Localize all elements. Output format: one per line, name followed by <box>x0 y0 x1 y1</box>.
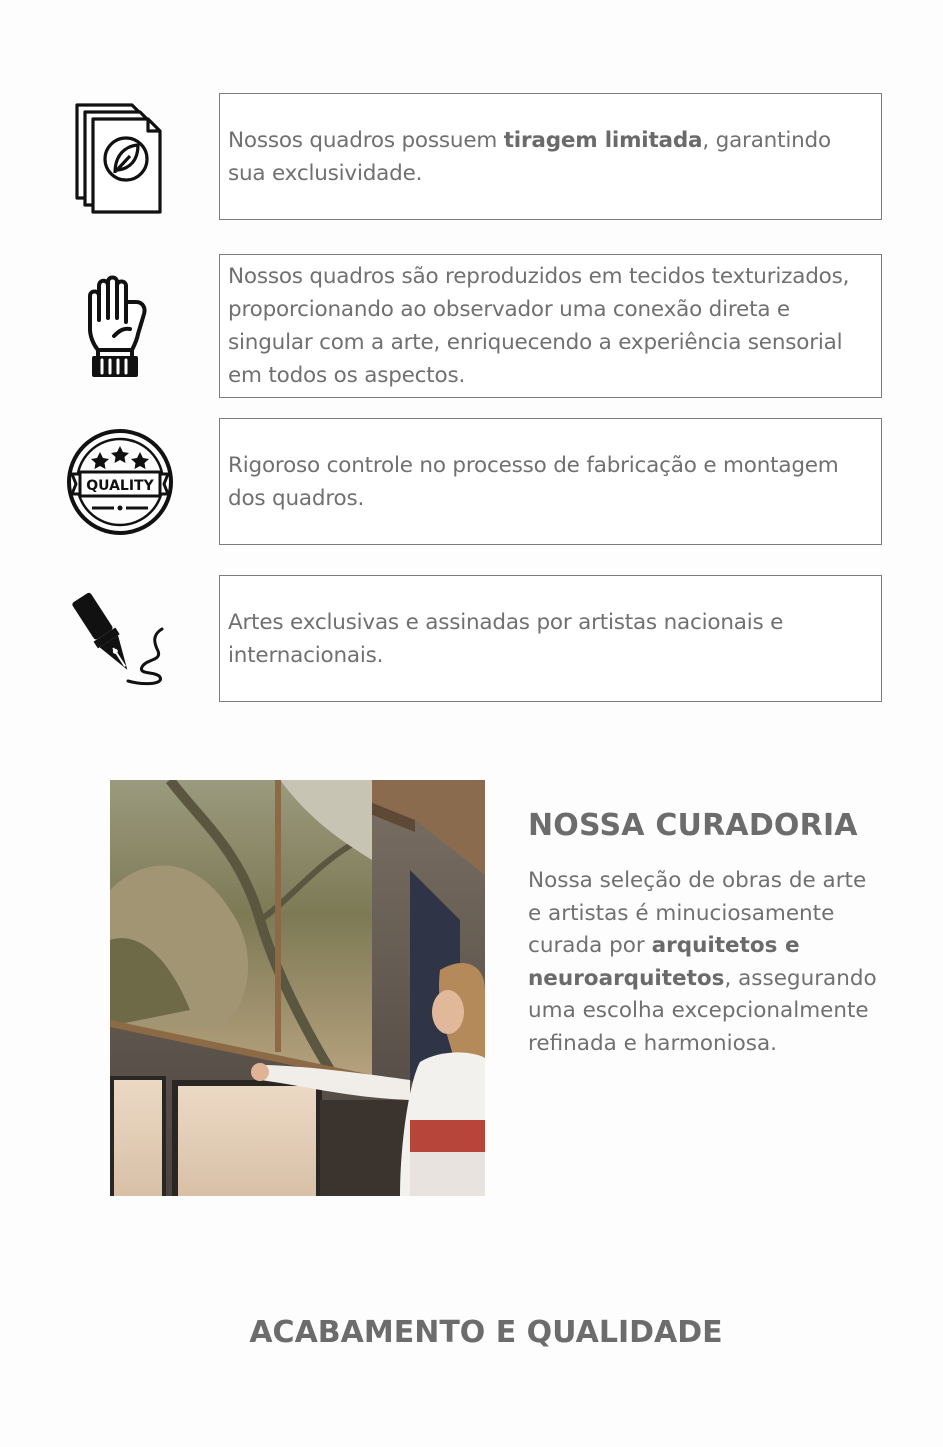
feature-text-quality-control: Rigoroso controle no processo de fabricação e montagem dos quadros. <box>228 452 839 511</box>
feature-text-limited-edition: Nossos quadros possuem tiragem limitada, garantindo sua exclusividade. <box>228 127 831 186</box>
feature-box-textured-fabric <box>219 254 882 398</box>
feature-box-quality-control <box>219 418 882 545</box>
quality-seal-icon <box>60 428 180 536</box>
feature-text-signed-art: Artes exclusivas e assinadas por artistas nacionais e internacionais. <box>228 609 784 668</box>
feature-text-textured-fabric: Nossos quadros são reproduzidos em tecidos texturizados, proporcionando ao observador uma conexão direta e singular com a arte, enriquecendo a experiência sensorial em todos os aspectos. <box>228 264 850 388</box>
woman-hanging-landscape-canvas-photo <box>110 780 485 1196</box>
quality-seal-label: QUALITY <box>86 478 154 494</box>
leaf-document-stack-icon <box>60 100 180 215</box>
fountain-pen-signature-icon <box>60 588 180 688</box>
textured-glove-hand-icon <box>60 272 180 382</box>
feature-box-limited-edition <box>219 93 882 220</box>
curadoria-title: NOSSA CURADORIA <box>528 808 858 843</box>
section-title: ACABAMENTO E QUALIDADE <box>249 1315 723 1350</box>
curadoria-text: Nossa seleção de obras de arte e artistas é minuciosamente curada por arquitetos e neuroarquitetos, assegurando uma escolha excepcionalmente refinada e harmoniosa. <box>528 868 877 1056</box>
feature-box-signed-art <box>219 575 882 702</box>
